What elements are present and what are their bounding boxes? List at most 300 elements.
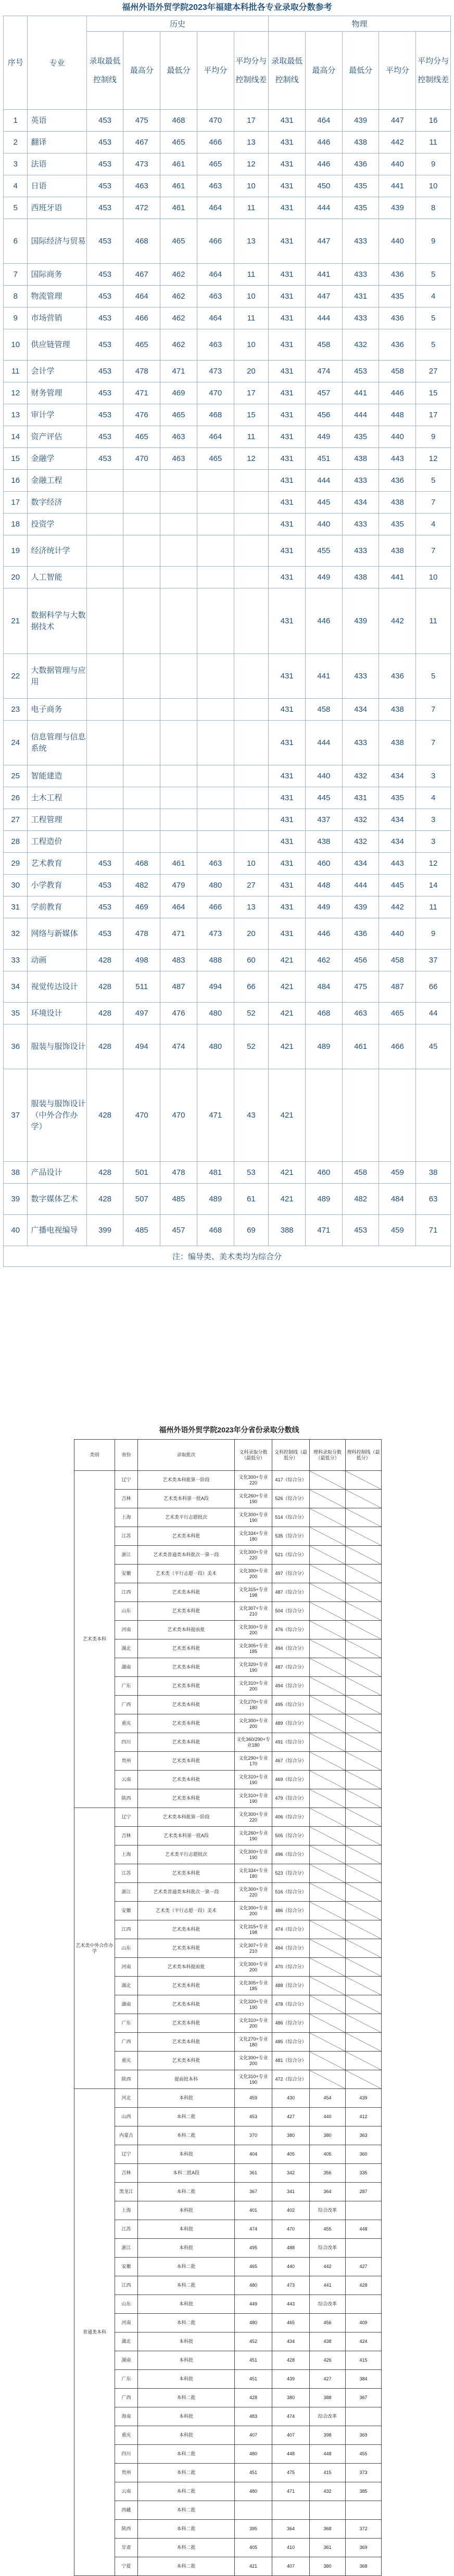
- history-value: [123, 721, 160, 765]
- history-value: 480: [197, 875, 234, 896]
- physics-value: 437: [306, 809, 343, 831]
- seq-cell: 40: [4, 1215, 28, 1246]
- table-row: [4, 404, 451, 426]
- cell: 浙江: [115, 1546, 138, 1565]
- seq-cell: 23: [4, 699, 28, 721]
- table-row: [4, 567, 451, 588]
- physics-value: 66: [416, 971, 451, 1003]
- cell: 四川: [115, 2445, 138, 2464]
- physics-value: 431: [269, 470, 306, 492]
- physics-value: 431: [269, 853, 306, 875]
- physics-value: 456: [306, 404, 343, 426]
- table-row: [74, 1714, 382, 1733]
- physics-value: 431: [269, 765, 306, 787]
- empty-cell: [310, 1752, 346, 1771]
- cell: 艺术类本科批: [138, 2033, 235, 2052]
- physics-value: 431: [269, 699, 306, 721]
- cell: 407: [272, 2557, 310, 2576]
- seq-cell: 31: [4, 896, 28, 918]
- physics-value: 463: [342, 1003, 379, 1024]
- physics-value: 465: [379, 1003, 416, 1024]
- cell: 449: [235, 2295, 272, 2314]
- physics-value: 438: [379, 535, 416, 567]
- cell: 内蒙古: [115, 2126, 138, 2145]
- cell: 409: [346, 2314, 382, 2333]
- history-value: 511: [123, 971, 160, 1003]
- history-value: 453: [86, 329, 123, 361]
- physics-value: 431: [269, 896, 306, 918]
- cell: 521（综合分）: [272, 1546, 310, 1565]
- cell: 451: [235, 2351, 272, 2370]
- cell: 459: [235, 2089, 272, 2108]
- physics-value: 7: [416, 699, 451, 721]
- physics-value: 432: [342, 765, 379, 787]
- cell: [310, 2501, 346, 2520]
- table-row: [4, 699, 451, 721]
- physics-value: 12: [416, 448, 451, 470]
- physics-value: 436: [379, 470, 416, 492]
- physics-value: 458: [379, 950, 416, 971]
- physics-value: 460: [306, 1162, 343, 1184]
- history-value: [123, 654, 160, 699]
- physics-value: 475: [342, 971, 379, 1003]
- table-row: [74, 2089, 382, 2108]
- physics-value: 432: [342, 329, 379, 361]
- table-row: [74, 1827, 382, 1846]
- empty-cell: [346, 1995, 382, 2014]
- seq-cell: 16: [4, 470, 28, 492]
- cell: 480: [235, 2314, 272, 2333]
- physics-value: 434: [342, 853, 379, 875]
- history-value: 464: [197, 197, 234, 219]
- subheader-cell: 平均分与控制线差: [234, 32, 269, 110]
- cell: 451: [235, 2370, 272, 2389]
- history-value: 10: [234, 286, 269, 307]
- cell: 448: [346, 2220, 382, 2239]
- cell: 398: [310, 2426, 346, 2445]
- physics-value: 471: [306, 1215, 343, 1246]
- physics-value: 441: [379, 175, 416, 197]
- cell: 江西: [115, 2276, 138, 2295]
- major-cell: 广播电视编导: [28, 1215, 86, 1246]
- empty-cell: [310, 1696, 346, 1714]
- empty-cell: [310, 1846, 346, 1864]
- cell: 438: [310, 2333, 346, 2351]
- history-value: 463: [160, 448, 197, 470]
- table-row: [4, 132, 451, 153]
- category-coop: 艺术类中外合作办学: [74, 1808, 115, 2089]
- table-row: [74, 1846, 382, 1864]
- physics-value: 431: [269, 307, 306, 329]
- physics-value: 436: [379, 307, 416, 329]
- empty-cell: [346, 1696, 382, 1714]
- cell: 广东: [115, 1677, 138, 1696]
- physics-value: 447: [306, 286, 343, 307]
- history-value: [197, 567, 234, 588]
- cell: 342: [272, 2164, 310, 2183]
- cell: 艺术类本科提前批: [138, 1958, 235, 1977]
- physics-value: 442: [379, 132, 416, 153]
- table-row: [74, 2333, 382, 2351]
- cell: 356: [310, 2164, 346, 2183]
- cell: 文化300+专业220: [235, 1883, 272, 1902]
- history-value: 428: [86, 1162, 123, 1184]
- history-value: 453: [86, 264, 123, 286]
- cell: 江西: [115, 1920, 138, 1939]
- history-value: 482: [123, 875, 160, 896]
- physics-value: 431: [269, 219, 306, 264]
- physics-value: 444: [306, 197, 343, 219]
- cell: 494（综合分）: [272, 1677, 310, 1696]
- history-value: [86, 809, 123, 831]
- note-row: [4, 1246, 451, 1267]
- seq-cell: 25: [4, 765, 28, 787]
- history-value: 472: [123, 197, 160, 219]
- seq-cell: 8: [4, 286, 28, 307]
- cell: 文化360/290+专业180: [235, 1733, 272, 1752]
- history-value: [86, 721, 123, 765]
- major-cell: 信息管理与信息系统: [28, 721, 86, 765]
- table-row: [4, 286, 451, 307]
- history-value: 13: [234, 896, 269, 918]
- cell: 综合改革: [310, 2201, 346, 2220]
- cell: 艺术类本科批: [138, 1696, 235, 1714]
- cell: 401: [235, 2201, 272, 2220]
- cell: 380: [310, 2557, 346, 2576]
- major-cell: 土木工程: [28, 787, 86, 809]
- cell: 艺术类（平行志愿一段）美术: [138, 1565, 235, 1583]
- cell: 491（综合分）: [272, 1733, 310, 1752]
- cell: 364: [272, 2520, 310, 2539]
- table-row: [4, 219, 451, 264]
- physics-value: 435: [379, 514, 416, 535]
- cell: 526（综合分）: [272, 1490, 310, 1508]
- history-value: 466: [197, 896, 234, 918]
- history-value: 467: [123, 132, 160, 153]
- empty-cell: [346, 1733, 382, 1752]
- header-cell: 理科控制线（最低分）: [346, 1440, 382, 1471]
- cell: 广西: [115, 2389, 138, 2407]
- physics-value: 10: [416, 567, 451, 588]
- cell: 335: [346, 2164, 382, 2183]
- cell: 艺术类本科批第一阶段: [138, 1471, 235, 1490]
- table-row: [4, 1215, 451, 1246]
- physics-value: 468: [306, 1003, 343, 1024]
- empty-cell: [346, 1471, 382, 1490]
- cell: 湖南: [115, 1658, 138, 1677]
- cell: 艺术类本科批第一阶段: [138, 1808, 235, 1827]
- history-value: 453: [86, 875, 123, 896]
- table-row: [74, 1508, 382, 1527]
- physics-value: 14: [416, 875, 451, 896]
- history-value: 470: [123, 448, 160, 470]
- cell: 本科二批: [138, 2464, 235, 2482]
- history-value: 428: [86, 1003, 123, 1024]
- physics-value: 464: [306, 110, 343, 132]
- physics-value: 8: [416, 197, 451, 219]
- table-row: [74, 2351, 382, 2370]
- history-value: 463: [160, 426, 197, 448]
- physics-value: 431: [269, 286, 306, 307]
- cell: 479（综合分）: [272, 1789, 310, 1808]
- physics-value: 431: [269, 361, 306, 382]
- cell: 本科批: [138, 2201, 235, 2220]
- physics-value: 461: [342, 1024, 379, 1069]
- cell: 428: [235, 2389, 272, 2407]
- major-cell: 财务管理: [28, 382, 86, 404]
- history-value: [234, 535, 269, 567]
- cell: 艺术类本科批: [138, 2052, 235, 2070]
- physics-value: 431: [269, 721, 306, 765]
- cell: 505（综合分）: [272, 1827, 310, 1846]
- cell: 427: [272, 2108, 310, 2126]
- major-cell: 国际商务: [28, 264, 86, 286]
- physics-value: 449: [306, 567, 343, 588]
- cell: 369: [346, 2426, 382, 2445]
- physics-value: 440: [306, 765, 343, 787]
- cell: 江西: [115, 1583, 138, 1602]
- physics-value: 446: [306, 918, 343, 950]
- table-row: [4, 950, 451, 971]
- empty-cell: [346, 1864, 382, 1883]
- history-value: 453: [86, 197, 123, 219]
- cell: 481（综合分）: [272, 2052, 310, 2070]
- seq-cell: 12: [4, 382, 28, 404]
- table-row: [74, 2014, 382, 2033]
- history-value: 470: [123, 1069, 160, 1162]
- table-row: [74, 2445, 382, 2464]
- physics-value: 431: [269, 110, 306, 132]
- table-row: [74, 1733, 382, 1752]
- table-row: [74, 1939, 382, 1958]
- empty-cell: [346, 1808, 382, 1827]
- cell: 421: [235, 2557, 272, 2576]
- empty-cell: [310, 1864, 346, 1883]
- table-row: [74, 2539, 382, 2557]
- cell: 361: [235, 2164, 272, 2183]
- physics-value: 435: [342, 426, 379, 448]
- seq-cell: 10: [4, 329, 28, 361]
- cell: 496（综合分）: [272, 1846, 310, 1864]
- cell: 439: [272, 2370, 310, 2389]
- seq-cell: 13: [4, 404, 28, 426]
- empty-cell: [346, 1621, 382, 1639]
- cell: 本科批: [138, 2426, 235, 2445]
- empty-cell: [346, 1939, 382, 1958]
- history-value: [160, 567, 197, 588]
- cell: 文化310+专业200: [235, 2014, 272, 2033]
- history-value: 474: [160, 1024, 197, 1069]
- seq-cell: 27: [4, 809, 28, 831]
- table-row: [4, 588, 451, 654]
- table-row: [74, 2464, 382, 2482]
- physics-value: 431: [269, 175, 306, 197]
- history-value: [197, 588, 234, 654]
- cell: 480: [235, 2445, 272, 2464]
- cell: 424: [346, 2333, 382, 2351]
- physics-value: 434: [379, 831, 416, 853]
- table-row: [74, 2164, 382, 2183]
- physics-value: 38: [416, 1162, 451, 1184]
- physics-value: 440: [379, 918, 416, 950]
- history-value: 469: [123, 896, 160, 918]
- physics-value: 431: [269, 197, 306, 219]
- cell: 贵州: [115, 1752, 138, 1771]
- cell: 本科二批: [138, 2482, 235, 2501]
- cell: 山西: [115, 2108, 138, 2126]
- cell: 455: [310, 2220, 346, 2239]
- empty-cell: [346, 2070, 382, 2089]
- cell: 本科批: [138, 2239, 235, 2258]
- physics-value: 435: [342, 197, 379, 219]
- history-value: [123, 787, 160, 809]
- physics-value: 431: [269, 654, 306, 699]
- cell: 贵州: [115, 2464, 138, 2482]
- history-value: [86, 831, 123, 853]
- history-value: [234, 492, 269, 514]
- history-value: [123, 765, 160, 787]
- cell: 海南: [115, 2407, 138, 2426]
- cell: 470: [272, 2220, 310, 2239]
- history-value: 464: [123, 286, 160, 307]
- empty-cell: [310, 1902, 346, 1920]
- cell: 本科二批: [138, 2276, 235, 2295]
- header-cell: 文科控制线（最低分）: [272, 1440, 310, 1471]
- table2-title: 福州外语外贸学院2023年分省份录取分数线: [159, 1426, 299, 1434]
- history-value: 465: [197, 153, 234, 175]
- physics-value: 453: [342, 1215, 379, 1246]
- cell: 文化307+专业210: [235, 1602, 272, 1621]
- table-row: [4, 492, 451, 514]
- history-value: [160, 765, 197, 787]
- history-value: 453: [86, 307, 123, 329]
- history-value: [123, 831, 160, 853]
- cell: [346, 2501, 382, 2520]
- history-value: [160, 535, 197, 567]
- major-cell: 产品设计: [28, 1162, 86, 1184]
- table-row: [74, 2052, 382, 2070]
- physics-header: 物理: [269, 16, 451, 32]
- history-value: 461: [160, 175, 197, 197]
- cell: 483: [235, 2407, 272, 2426]
- physics-value: 433: [342, 654, 379, 699]
- table-row: [4, 765, 451, 787]
- history-value: [86, 514, 123, 535]
- history-value: 483: [160, 950, 197, 971]
- empty-cell: [346, 1846, 382, 1864]
- empty-cell: [310, 1658, 346, 1677]
- major-cell: 日语: [28, 175, 86, 197]
- history-value: 473: [123, 153, 160, 175]
- physics-value: 440: [379, 219, 416, 264]
- major-cell: 经济统计学: [28, 535, 86, 567]
- empty-cell: [310, 2033, 346, 2052]
- cell: 535（综合分）: [272, 1527, 310, 1546]
- empty-cell: [346, 2033, 382, 2052]
- history-value: 12: [234, 153, 269, 175]
- history-value: [86, 765, 123, 787]
- cell: 文化320+专业190: [235, 1658, 272, 1677]
- cell: 453: [235, 2108, 272, 2126]
- empty-cell: [310, 1771, 346, 1789]
- empty-cell: [346, 1714, 382, 1733]
- cell: 艺术类普通类本科批次一第一段: [138, 1883, 235, 1902]
- physics-value: 435: [379, 787, 416, 809]
- empty-cell: [310, 1920, 346, 1939]
- cell: 380: [272, 2126, 310, 2145]
- cell: 388: [310, 2389, 346, 2407]
- history-value: 453: [86, 286, 123, 307]
- history-value: [86, 492, 123, 514]
- cell: 454: [310, 2089, 346, 2108]
- subheader-cell: 最低分: [342, 32, 379, 110]
- cell: 486（综合分）: [272, 1902, 310, 1920]
- header-cell: 录取批次: [138, 1440, 235, 1471]
- cell: 514（综合分）: [272, 1508, 310, 1527]
- table-row: [74, 1602, 382, 1621]
- cell: 四川: [115, 1733, 138, 1752]
- cell: 江苏: [115, 1527, 138, 1546]
- history-value: 428: [86, 1024, 123, 1069]
- physics-value: 431: [269, 514, 306, 535]
- cell: 452: [235, 2333, 272, 2351]
- history-value: 453: [86, 175, 123, 197]
- history-value: 464: [160, 896, 197, 918]
- cell: 405: [310, 2145, 346, 2164]
- cell: 367: [235, 2183, 272, 2201]
- cell: 516（综合分）: [272, 1883, 310, 1902]
- cell: 497（综合分）: [272, 1565, 310, 1583]
- major-cell: 动画: [28, 950, 86, 971]
- empty-cell: [346, 1789, 382, 1808]
- seq-cell: 36: [4, 1024, 28, 1069]
- major-cell: 供应链管理: [28, 329, 86, 361]
- history-value: 464: [197, 307, 234, 329]
- physics-value: 449: [306, 426, 343, 448]
- seq-cell: 1: [4, 110, 28, 132]
- physics-value: 436: [342, 153, 379, 175]
- cell: 艺术类普通类本科批次一第一段: [138, 1546, 235, 1565]
- history-value: 462: [160, 264, 197, 286]
- subheader-cell: 平均分: [197, 32, 234, 110]
- cell: 辽宁: [115, 1471, 138, 1490]
- history-value: 60: [234, 950, 269, 971]
- empty-cell: [310, 1546, 346, 1565]
- major-cell: 环境设计: [28, 1003, 86, 1024]
- physics-value: 438: [379, 492, 416, 514]
- cell: 文化300+专业220: [235, 1471, 272, 1490]
- table1-title: 福州外语外贸学院2023年福建本科批各专业录取分数参考: [122, 3, 332, 12]
- cell: 艺术类本科批: [138, 1995, 235, 2014]
- cell: 安徽: [115, 1902, 138, 1920]
- cell: 吉林: [115, 1490, 138, 1508]
- cell: 495（综合分）: [272, 1696, 310, 1714]
- history-value: [123, 699, 160, 721]
- physics-value: 9: [416, 153, 451, 175]
- history-value: 53: [234, 1162, 269, 1184]
- history-value: 469: [160, 382, 197, 404]
- cell: 523（综合分）: [272, 1864, 310, 1883]
- major-cell: 服装与服饰设计（中外合作办学）: [28, 1069, 86, 1162]
- major-cell: 国际经济与贸易: [28, 219, 86, 264]
- seq-cell: 9: [4, 307, 28, 329]
- cell: 安徽: [115, 1565, 138, 1583]
- cell: 广东: [115, 2014, 138, 2033]
- cell: 文化310+专业190: [235, 2070, 272, 2089]
- history-value: 453: [86, 918, 123, 950]
- cell: [272, 2501, 310, 2520]
- subheader-cell: 平均分与控制线差: [416, 32, 451, 110]
